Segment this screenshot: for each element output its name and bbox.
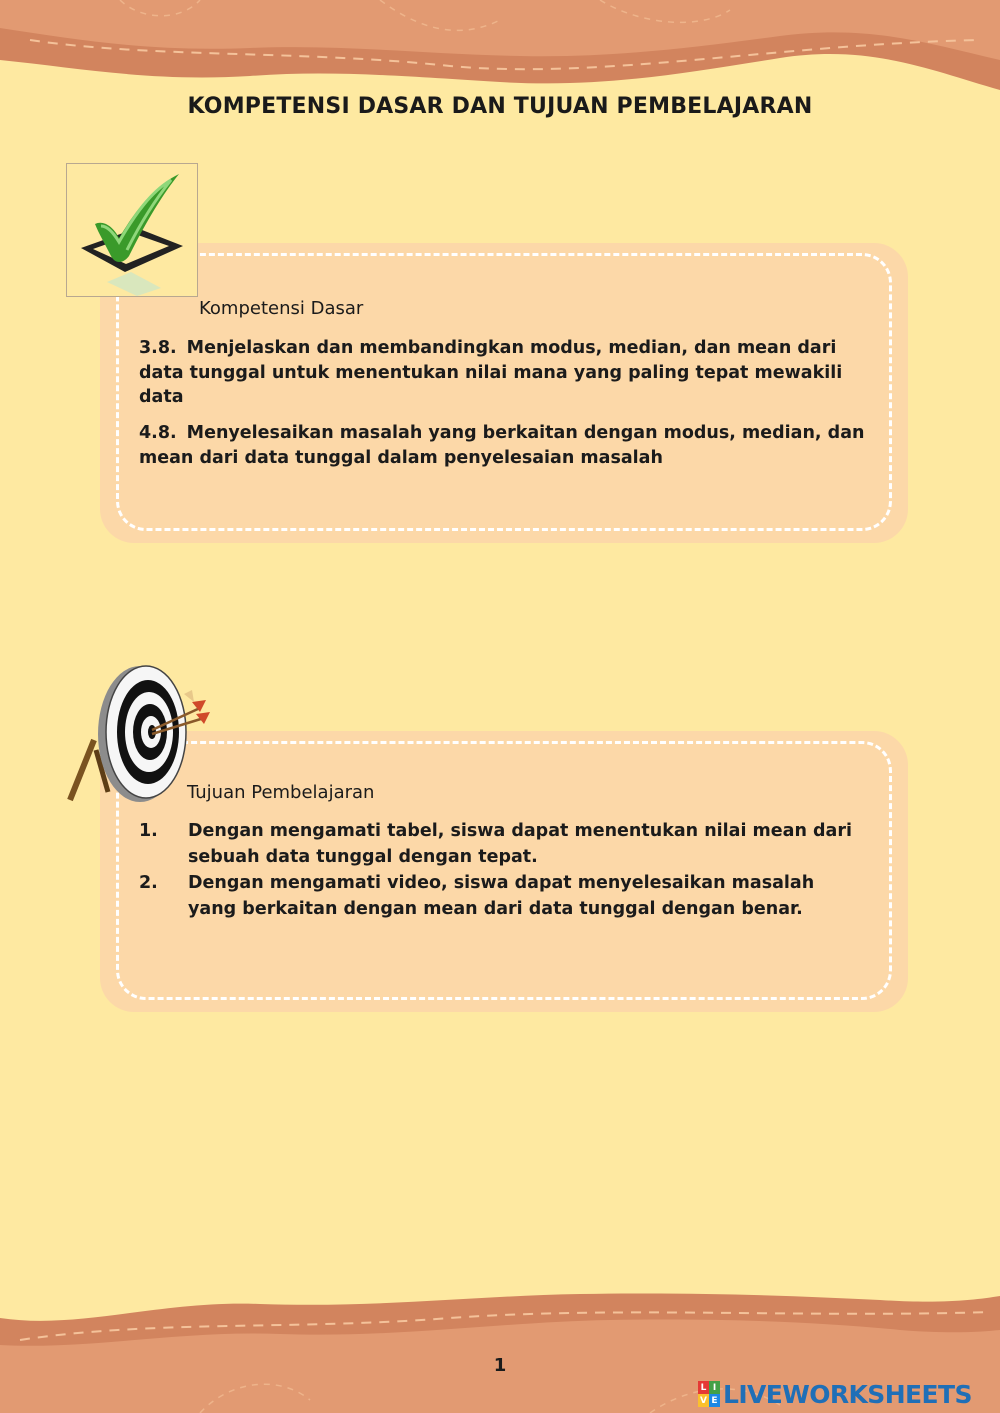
checkmark-icon xyxy=(66,163,198,297)
brand-logo-icon: L I V E xyxy=(698,1381,720,1407)
kd-item xyxy=(139,336,869,410)
liveworksheets-brand[interactable] xyxy=(698,1379,972,1409)
kd-item-text: Menyelesaikan masalah yang berkaitan dengan modus, median, dan mean dari data tunggal dalam penyelesaian masalah xyxy=(139,423,865,468)
kd-item-number: 4.8. xyxy=(139,423,177,443)
kd-item xyxy=(139,421,869,470)
tp-item xyxy=(139,818,869,870)
page-number: 1 xyxy=(493,1355,507,1376)
tp-item xyxy=(139,870,869,922)
tujuan-pembelajaran-heading: Tujuan Pembelajaran xyxy=(187,782,375,803)
tp-item-text: Dengan mengamati tabel, siswa dapat menentukan nilai mean dari sebuah data tunggal dengan tepat. xyxy=(188,821,852,867)
kompetensi-dasar-heading: Kompetensi Dasar xyxy=(199,298,364,319)
tp-item-number: 1. xyxy=(139,821,158,841)
kd-item-number: 3.8. xyxy=(139,338,177,358)
page-title: KOMPETENSI DASAR DAN TUJUAN PEMBELAJARAN xyxy=(187,94,813,119)
brand-name: LIVEWORKSHEETS xyxy=(723,1379,972,1409)
kd-item-text: Menjelaskan dan membandingkan modus, median, dan mean dari data tunggal untuk menentukan nilai mana yang paling tepat mewakili data xyxy=(139,338,843,407)
tp-item-number: 2. xyxy=(139,873,158,893)
tp-item-text: Dengan mengamati video, siswa dapat menyelesaikan masalah yang berkaitan dengan mean dari data tunggal dengan benar. xyxy=(188,873,815,919)
